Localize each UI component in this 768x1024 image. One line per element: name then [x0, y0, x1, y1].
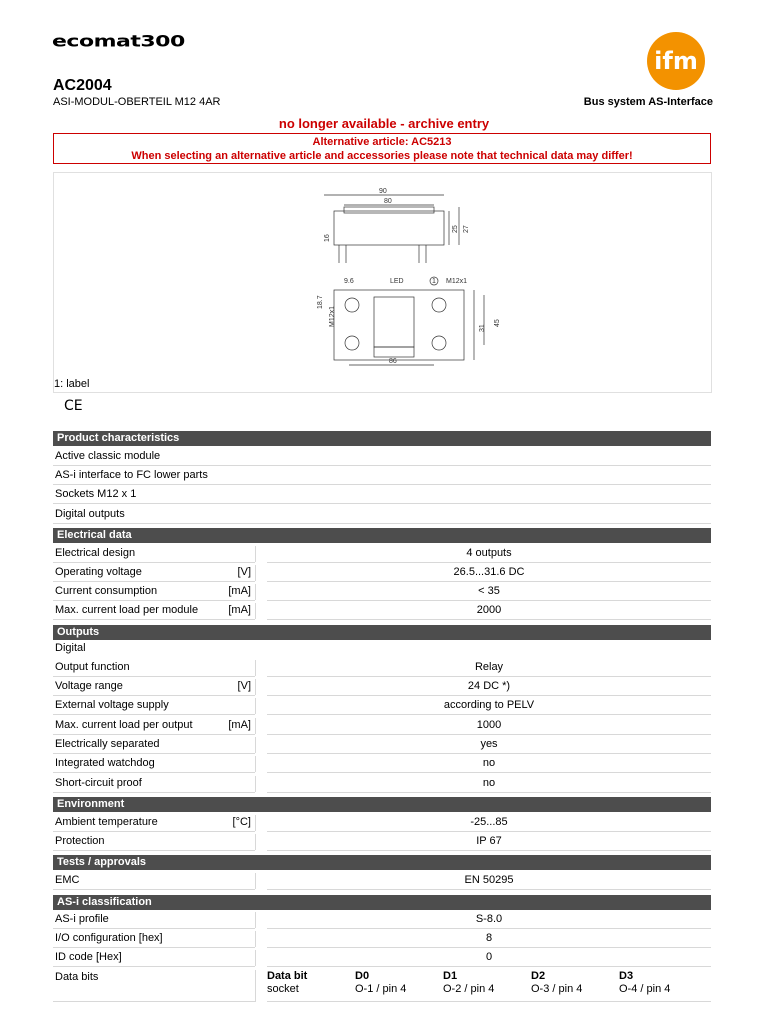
databits-socket: O-4 / pin 4 — [619, 983, 671, 995]
m12-label: M12x1 — [446, 278, 468, 285]
dim-16: 16 — [324, 234, 331, 242]
spec-unit: [°C] — [232, 816, 251, 828]
spec-value: according to PELV — [443, 699, 535, 711]
spec-label: Max. current load per output — [55, 719, 193, 731]
spec-label: Electrical design — [55, 547, 136, 559]
spec-label: I/O configuration [hex] — [55, 932, 163, 944]
spec-row — [53, 659, 711, 678]
databits-header: Data bit — [267, 970, 308, 982]
databits-header: D2 — [531, 970, 546, 982]
archive-notice: no longer available - archive entry — [278, 116, 490, 131]
spec-label: Active classic module — [55, 450, 161, 462]
spec-value: 4 outputs — [466, 547, 512, 559]
spec-row — [53, 564, 711, 583]
spec-row — [53, 755, 711, 774]
spec-row — [53, 678, 711, 697]
databits-header: D3 — [619, 970, 634, 982]
spec-row — [53, 506, 711, 525]
spec-value: 0 — [485, 951, 493, 963]
spec-label: EMC — [55, 874, 80, 886]
spec-unit: [V] — [237, 680, 251, 692]
spec-unit: [V] — [237, 566, 251, 578]
spec-value: no — [482, 757, 496, 769]
spec-value: 26.5...31.6 DC — [453, 566, 525, 578]
spec-label: Protection — [55, 835, 105, 847]
spec-row — [53, 467, 711, 486]
drawing-note: 1: label — [54, 378, 90, 390]
spec-value: < 35 — [478, 585, 500, 597]
bus-system-label: Bus system AS-Interface — [583, 96, 713, 108]
alternative-article-box — [53, 133, 711, 164]
technical-drawing — [184, 185, 584, 370]
databits-header: D0 — [355, 970, 370, 982]
spec-unit: [mA] — [228, 585, 251, 597]
spec-unit: [mA] — [228, 719, 251, 731]
spec-label: AS-i interface to FC lower parts — [55, 469, 208, 481]
databits-socket: socket — [267, 983, 299, 995]
spec-label: Digital outputs — [55, 508, 125, 520]
dim-m12x1: M12x1 — [329, 305, 336, 327]
dim-86: 86 — [389, 358, 397, 365]
spec-row — [53, 640, 711, 659]
spec-unit: [mA] — [228, 604, 251, 616]
dim-31: 31 — [479, 324, 486, 332]
spec-value: no — [482, 777, 496, 789]
dim-25: 25 — [452, 225, 459, 233]
spec-row — [53, 717, 711, 736]
databits-header: D1 — [443, 970, 458, 982]
spec-row — [53, 486, 711, 505]
led-label: LED — [390, 278, 404, 285]
callout-1: 1 — [432, 278, 436, 285]
spec-label: Data bits — [55, 971, 99, 983]
spec-row — [53, 814, 711, 833]
spec-label: Ambient temperature — [55, 816, 158, 828]
spec-label: External voltage supply — [55, 699, 169, 711]
spec-row-databits — [53, 969, 711, 1003]
ecomat300-logo: ecomat300 — [52, 33, 185, 51]
spec-row — [53, 602, 711, 621]
databits-socket: O-2 / pin 4 — [443, 983, 495, 995]
spec-label: Max. current load per module — [55, 604, 199, 616]
spec-row — [53, 930, 711, 949]
spec-value: S-8.0 — [475, 913, 503, 925]
spec-row — [53, 911, 711, 930]
spec-value: IP 67 — [476, 835, 502, 847]
spec-label: Sockets M12 x 1 — [55, 488, 137, 500]
section-product-characteristics: Product characteristics — [53, 431, 711, 446]
dim-45: 45 — [494, 319, 501, 327]
ifm-logo: ifm — [647, 32, 705, 90]
section-environment: Environment — [53, 797, 711, 812]
section-asi-classification: AS-i classification — [53, 895, 711, 910]
spec-label: AS-i profile — [55, 913, 109, 925]
spec-value: -25...85 — [470, 816, 508, 828]
databits-socket: O-1 / pin 4 — [355, 983, 407, 995]
section-tests-approvals: Tests / approvals — [53, 855, 711, 870]
spec-row — [53, 775, 711, 794]
spec-row — [53, 448, 711, 467]
spec-label: Current consumption — [55, 585, 158, 597]
spec-row — [53, 872, 711, 891]
dim-27: 27 — [463, 225, 470, 233]
spec-row — [53, 736, 711, 755]
spec-row — [53, 833, 711, 852]
dimension-drawing — [53, 172, 712, 393]
spec-label: ID code [Hex] — [55, 951, 122, 963]
dim-18-7: 18.7 — [317, 295, 324, 309]
spec-value: Relay — [474, 661, 504, 673]
spec-label: Voltage range — [55, 680, 123, 692]
spec-row — [53, 545, 711, 564]
spec-label: Short-circuit proof — [55, 777, 142, 789]
databits-socket: O-3 / pin 4 — [531, 983, 583, 995]
dim-90: 90 — [379, 188, 387, 195]
section-outputs: Outputs — [53, 625, 711, 640]
spec-label: Operating voltage — [55, 566, 142, 578]
alternative-warning: When selecting an alternative article and accessories please note that technical data may differ! — [131, 150, 633, 162]
spec-label: Electrically separated — [55, 738, 160, 750]
spec-row — [53, 583, 711, 602]
spec-value: 2000 — [476, 604, 502, 616]
spec-value: 24 DC *) — [467, 680, 511, 692]
ce-mark: CE — [64, 398, 83, 414]
spec-value: 8 — [485, 932, 493, 944]
dim-9-6: 9.6 — [344, 278, 354, 285]
spec-row — [53, 949, 711, 968]
spec-value: yes — [480, 738, 498, 750]
section-electrical-data: Electrical data — [53, 528, 711, 543]
article-number: AC2004 — [53, 77, 112, 94]
alternative-article: Alternative article: AC5213 — [312, 136, 452, 148]
spec-row — [53, 697, 711, 716]
spec-value: EN 50295 — [464, 874, 514, 886]
spec-label: Integrated watchdog — [55, 757, 155, 769]
article-description: ASI-MODUL-OBERTEIL M12 4AR — [53, 96, 221, 108]
spec-value: 1000 — [476, 719, 502, 731]
dim-80: 80 — [384, 198, 392, 205]
spec-label: Output function — [55, 661, 130, 673]
spec-label: Digital — [55, 642, 86, 654]
